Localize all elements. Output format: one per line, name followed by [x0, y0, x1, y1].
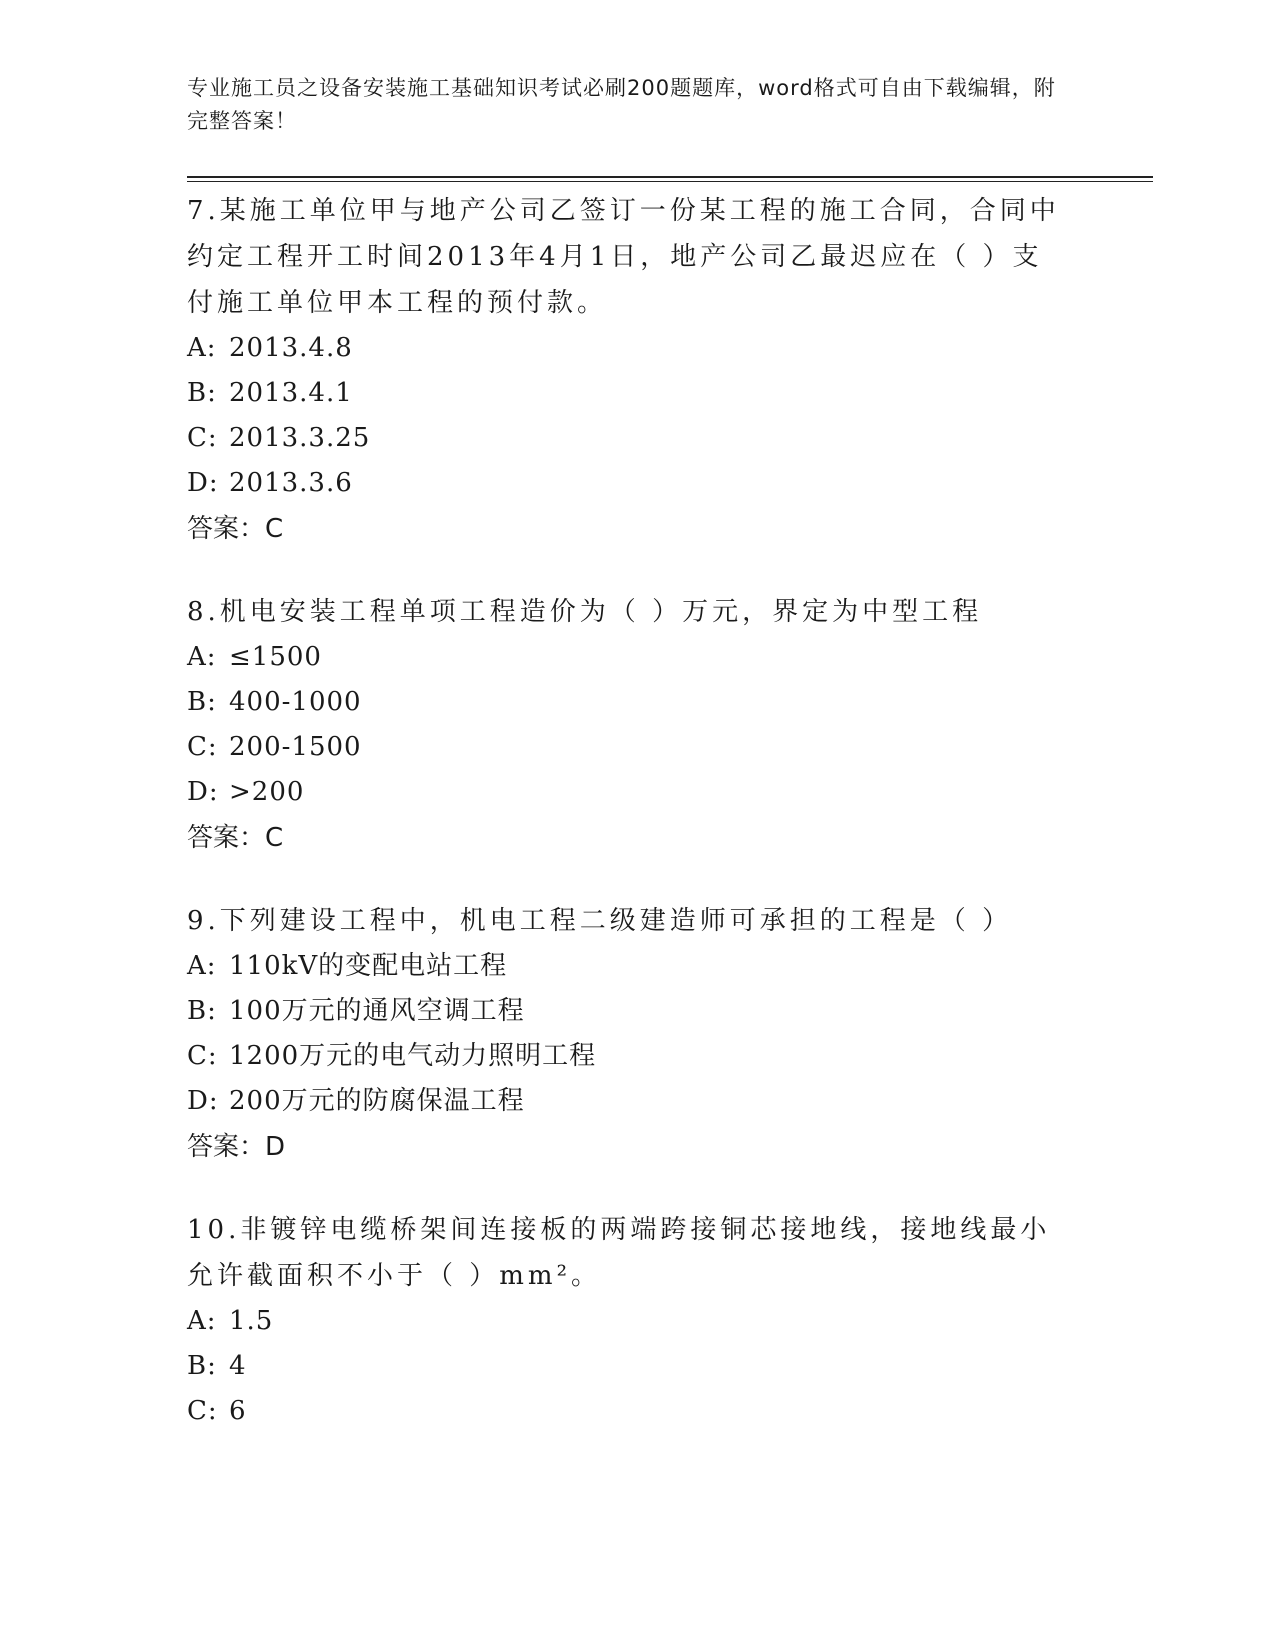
option-b — [187, 371, 1087, 416]
option-d — [187, 461, 1087, 506]
question-list — [187, 188, 1087, 1471]
option-label: B: — [187, 996, 217, 1026]
option-c — [187, 1389, 1087, 1434]
option-label: B: — [187, 1351, 217, 1381]
answer-line: 答案：C — [187, 514, 284, 544]
option-c — [187, 1034, 1087, 1079]
option-value: 1200万元的电气动力照明工程 — [229, 1041, 597, 1071]
option-value: 2013.4.8 — [229, 333, 353, 363]
option-label: C: — [187, 1396, 218, 1426]
question-text: 7.某施工单位甲与地产公司乙签订一份某工程的施工合同，合同中约定工程开工时间2013年4月1日，地产公司乙最迟应在（ ）支付施工单位甲本工程的预付款。 — [187, 196, 1060, 318]
question-text: 10.非镀锌电缆桥架间连接板的两端跨接铜芯接地线，接地线最小允许截面积不小于（ ）mm²。 — [187, 1215, 1051, 1291]
option-a — [187, 326, 1087, 371]
option-label: D: — [187, 1086, 219, 1116]
option-value: 4 — [229, 1351, 247, 1381]
header-divider-thick — [187, 176, 1153, 178]
question-8 — [187, 589, 1087, 861]
question-7 — [187, 188, 1087, 552]
option-b — [187, 989, 1087, 1034]
option-b — [187, 1344, 1087, 1389]
option-a — [187, 635, 1087, 680]
option-value: 200-1500 — [229, 732, 362, 762]
option-value: 2013.4.1 — [229, 378, 353, 408]
answer-line: 答案：D — [187, 1132, 286, 1162]
option-value: 110kV的变配电站工程 — [229, 951, 508, 981]
option-value: 1.5 — [229, 1306, 274, 1336]
option-value: 2013.3.6 — [229, 468, 353, 498]
option-label: D: — [187, 777, 219, 807]
option-label: C: — [187, 1041, 218, 1071]
answer-line: 答案：C — [187, 823, 284, 853]
option-label: B: — [187, 687, 217, 717]
option-value: 2013.3.25 — [229, 423, 371, 453]
option-d — [187, 1079, 1087, 1124]
option-value: 6 — [229, 1396, 247, 1426]
option-value: 100万元的通风空调工程 — [229, 996, 525, 1026]
option-value: 200万元的防腐保温工程 — [229, 1086, 525, 1116]
option-a — [187, 944, 1087, 989]
question-text: 9.下列建设工程中，机电工程二级建造师可承担的工程是（ ） — [187, 906, 1013, 936]
option-c — [187, 416, 1087, 461]
question-text: 8.机电安装工程单项工程造价为（ ）万元，界定为中型工程 — [187, 597, 983, 627]
question-9 — [187, 898, 1087, 1170]
option-label: A: — [187, 1306, 217, 1336]
option-label: A: — [187, 951, 217, 981]
option-value: 400-1000 — [229, 687, 362, 717]
header-divider-thin — [187, 181, 1153, 182]
option-c — [187, 725, 1087, 770]
option-a — [187, 1299, 1087, 1344]
option-value: ≤1500 — [229, 642, 322, 672]
option-label: D: — [187, 468, 219, 498]
option-label: C: — [187, 423, 218, 453]
option-d — [187, 770, 1087, 815]
option-label: B: — [187, 378, 217, 408]
option-label: A: — [187, 333, 217, 363]
question-10 — [187, 1207, 1087, 1434]
option-label: C: — [187, 732, 218, 762]
option-value: >200 — [229, 777, 305, 807]
option-b — [187, 680, 1087, 725]
document-header: 专业施工员之设备安装施工基础知识考试必刷200题题库，word格式可自由下载编辑，附完整答案！ — [187, 76, 1056, 133]
option-label: A: — [187, 642, 217, 672]
